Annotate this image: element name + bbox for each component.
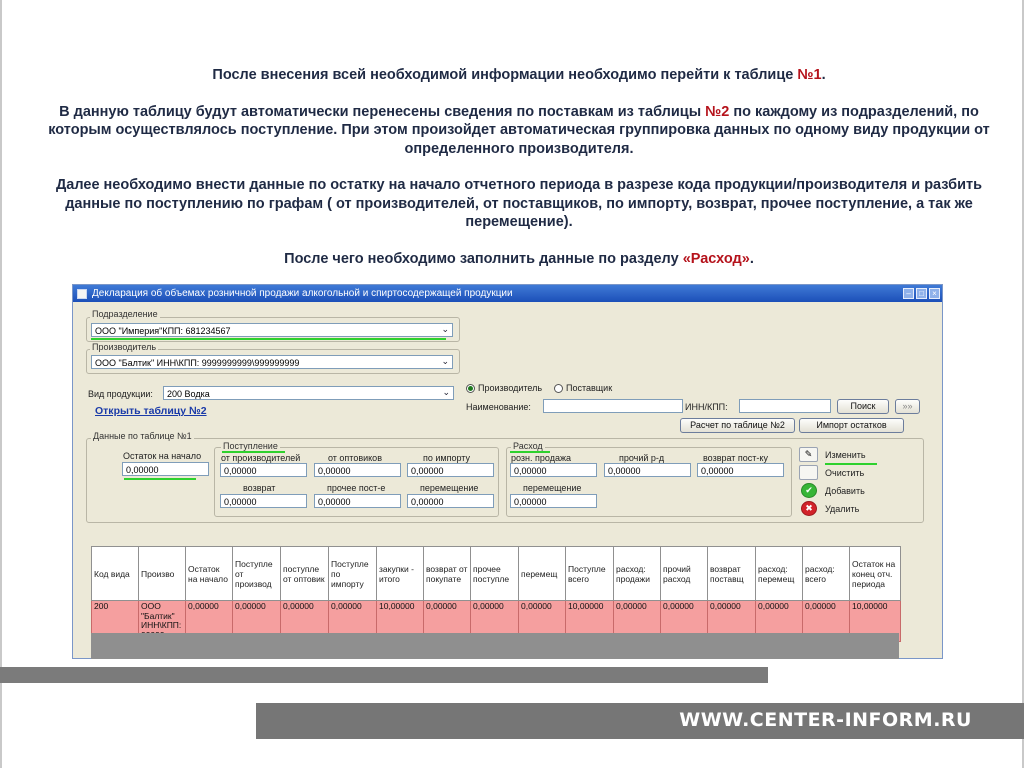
vozvrat-postku-label: возврат пост-ку	[703, 453, 768, 463]
podrazdelenie-highlight	[91, 338, 446, 340]
peremeshchenie-label: перемещение	[420, 483, 479, 493]
grid-cell[interactable]: 0,00000	[756, 601, 803, 642]
edit-highlight	[825, 463, 877, 465]
paragraph-2-text: В данную таблицу будут автоматически перенесены сведения по поставкам из таблицы	[59, 103, 702, 120]
rozn-prodazha-label: розн. продажа	[511, 453, 571, 463]
data-grid	[91, 546, 901, 642]
prochiy-rd-label: прочий р-д	[619, 453, 665, 463]
radio-supplier[interactable]	[554, 384, 563, 393]
ostatok-highlight	[124, 478, 196, 480]
po-importu-input[interactable]: 0,00000	[407, 463, 494, 477]
peremeshchenie-input[interactable]: 0,00000	[407, 494, 494, 508]
grid-cell[interactable]: 0,00000	[281, 601, 329, 642]
vid-label: Вид продукции:	[88, 389, 153, 399]
grid-cell[interactable]: 0,00000	[471, 601, 519, 642]
vozvrat-postku-input[interactable]: 0,00000	[697, 463, 784, 477]
window-titlebar	[73, 285, 942, 302]
grid-cell[interactable]: 0,00000	[186, 601, 233, 642]
grid-cell[interactable]: 0,00000	[329, 601, 377, 642]
vozvrat-input[interactable]: 0,00000	[220, 494, 307, 508]
rashod-peremeshchenie-input[interactable]: 0,00000	[510, 494, 597, 508]
ot-proizvoditeley-input[interactable]: 0,00000	[220, 463, 307, 477]
name-label: Наименование:	[466, 402, 531, 412]
delete-button[interactable]: Удалить	[825, 504, 860, 514]
add-icon[interactable]: ✔	[801, 483, 817, 498]
slide-text	[40, 66, 998, 286]
forward-button[interactable]: »»	[895, 399, 920, 414]
paragraph-1-end: .	[821, 67, 826, 83]
ot-optovikov-input[interactable]: 0,00000	[314, 463, 401, 477]
table-2-ref: №2	[705, 103, 730, 120]
prochiy-rd-input[interactable]: 0,00000	[604, 463, 691, 477]
proizvoditel-select[interactable]	[91, 355, 453, 369]
calc-table-2-button[interactable]: Расчет по таблице №2	[680, 418, 795, 433]
import-remains-button[interactable]: Импорт остатков	[799, 418, 904, 433]
ostatok-label: Остаток на начало	[123, 451, 202, 461]
paragraph-4	[40, 250, 998, 269]
grid-cell[interactable]: 0,00000	[614, 601, 661, 642]
radio-supplier-label: Поставщик	[566, 383, 613, 393]
clear-button[interactable]: Очистить	[825, 468, 865, 478]
grid-header[interactable]: Поступле от производ	[233, 547, 281, 601]
grid-header[interactable]: Остаток на конец отч. периода	[850, 547, 901, 601]
chevron-down-icon: ⌄	[441, 356, 449, 366]
grid-cell[interactable]: 10,00000	[377, 601, 424, 642]
edit-icon[interactable]: ✎	[799, 447, 818, 462]
postuplenie-legend: Поступление	[223, 441, 278, 451]
podrazdelenie-value: ООО "Империя"КПП: 681234567	[95, 326, 231, 336]
ostatok-input[interactable]: 0,00000	[122, 462, 209, 476]
open-table-2-link[interactable]: Открыть таблицу №2	[95, 405, 207, 417]
paragraph-4-end: .	[749, 250, 754, 267]
delete-icon[interactable]: ✖	[801, 501, 817, 516]
clear-icon[interactable]	[799, 465, 818, 480]
grid-cell[interactable]: 0,00000	[803, 601, 850, 642]
grid-header[interactable]: Поступле всего	[566, 547, 614, 601]
site-url: WWW.CENTER-INFORM.RU	[679, 709, 972, 731]
close-icon[interactable]: ×	[929, 288, 940, 299]
prochee-post-input[interactable]: 0,00000	[314, 494, 401, 508]
rashod-peremeshchenie-label: перемещение	[523, 483, 582, 493]
grid-cell[interactable]: 0,00000	[233, 601, 281, 642]
paragraph-3: Далее необходимо внести данные по остатку на начало отчетного периода в разрезе кода продукции/производителя и разбить данные по поступлению по графам ( от производителей, от поставщиков, по импорту, возврат, прочее поступление, а так же перемещение).	[55, 177, 983, 230]
paragraph-1-text: После внесения всей необходимой информации необходимо перейти к таблице	[212, 67, 794, 83]
grid-cell[interactable]: 10,00000	[566, 601, 614, 642]
paragraph-1	[40, 66, 998, 85]
grid-cell[interactable]: ООО "Балтик" ИНН\КПП:	[139, 601, 186, 642]
slide-left-edge	[0, 0, 2, 768]
grid-cell[interactable]: 0,00000	[424, 601, 471, 642]
grid-header[interactable]: возврат поставщ	[708, 547, 756, 601]
proizvoditel-value: ООО "Балтик" ИНН\КПП: 9999999999\999999999	[95, 358, 300, 368]
window-title: Декларация об объемах розничной продажи алкогольной и спиртосодержащей продукции	[92, 288, 513, 299]
inn-label: ИНН/КПП:	[685, 402, 728, 412]
radio-producer[interactable]	[466, 384, 475, 393]
grid-header[interactable]: перемещ	[519, 547, 566, 601]
grid-cell[interactable]: 0,00000	[661, 601, 708, 642]
grid-header[interactable]: расход: перемещ	[756, 547, 803, 601]
proizvoditel-legend: Производитель	[92, 342, 157, 352]
paragraph-2-rest: по каждому из подразделений, по которым осуществлялось поступление. При этом произойдет автоматическая группировка данных по одному виду продукции от определенного производителя.	[48, 103, 990, 157]
inn-input[interactable]	[739, 399, 831, 413]
grid-header[interactable]: возврат от покупате	[424, 547, 471, 601]
podrazdelenie-select[interactable]	[91, 323, 453, 337]
minimize-icon[interactable]: –	[903, 288, 914, 299]
grid-cell[interactable]: 200	[92, 601, 139, 642]
grid-header[interactable]: прочее поступле	[471, 547, 519, 601]
podrazdelenie-legend: Подразделение	[92, 309, 158, 319]
grid-header[interactable]: прочий расход	[661, 547, 708, 601]
footer-bar-upper	[0, 667, 768, 683]
chevron-down-icon: ⌄	[442, 387, 450, 397]
grid-cell[interactable]: 0,00000	[708, 601, 756, 642]
vozvrat-label: возврат	[243, 483, 276, 493]
grid-header[interactable]: поступле от оптовик	[281, 547, 329, 601]
data-table-1-legend: Данные по таблице №1	[93, 431, 192, 441]
window-app-icon	[77, 289, 87, 299]
grid-cell[interactable]: 0,00000	[519, 601, 566, 642]
grid-empty-area	[91, 633, 899, 659]
add-button[interactable]: Добавить	[825, 486, 865, 496]
po-importu-label: по импорту	[423, 453, 471, 463]
grid-header[interactable]: Остаток на начало	[186, 547, 233, 601]
table-1-ref: №1	[797, 67, 822, 83]
grid-header[interactable]: расход: продажи	[614, 547, 661, 601]
chevron-down-icon: ⌄	[441, 324, 449, 334]
rashod-ref: «Расход»	[682, 250, 750, 267]
grid-header[interactable]: расход: всего	[803, 547, 850, 601]
vid-value: 200 Водка	[167, 389, 210, 399]
rashod-legend: Расход	[513, 441, 543, 451]
rozn-prodazha-input[interactable]: 0,00000	[510, 463, 597, 477]
grid-header-row	[92, 547, 901, 601]
grid-header[interactable]: Поступле по импорту	[329, 547, 377, 601]
ot-proizvoditeley-label: от производителей	[221, 453, 301, 463]
grid-header[interactable]: Код вида	[92, 547, 139, 601]
grid-cell[interactable]: 10,00000	[850, 601, 901, 642]
prochee-post-label: прочее пост-е	[327, 483, 386, 493]
radio-producer-label: Производитель	[478, 383, 543, 393]
grid-header[interactable]: Произво	[139, 547, 186, 601]
grid-header[interactable]: закупки - итого	[377, 547, 424, 601]
paragraph-2	[40, 103, 998, 159]
vid-select[interactable]	[163, 386, 454, 400]
paragraph-4-text: После чего необходимо заполнить данные по разделу	[284, 250, 679, 267]
ot-optovikov-label: от оптовиков	[328, 453, 382, 463]
edit-button[interactable]: Изменить	[825, 450, 866, 460]
name-input[interactable]	[543, 399, 683, 413]
search-button[interactable]: Поиск	[837, 399, 889, 414]
maximize-icon[interactable]: □	[916, 288, 927, 299]
